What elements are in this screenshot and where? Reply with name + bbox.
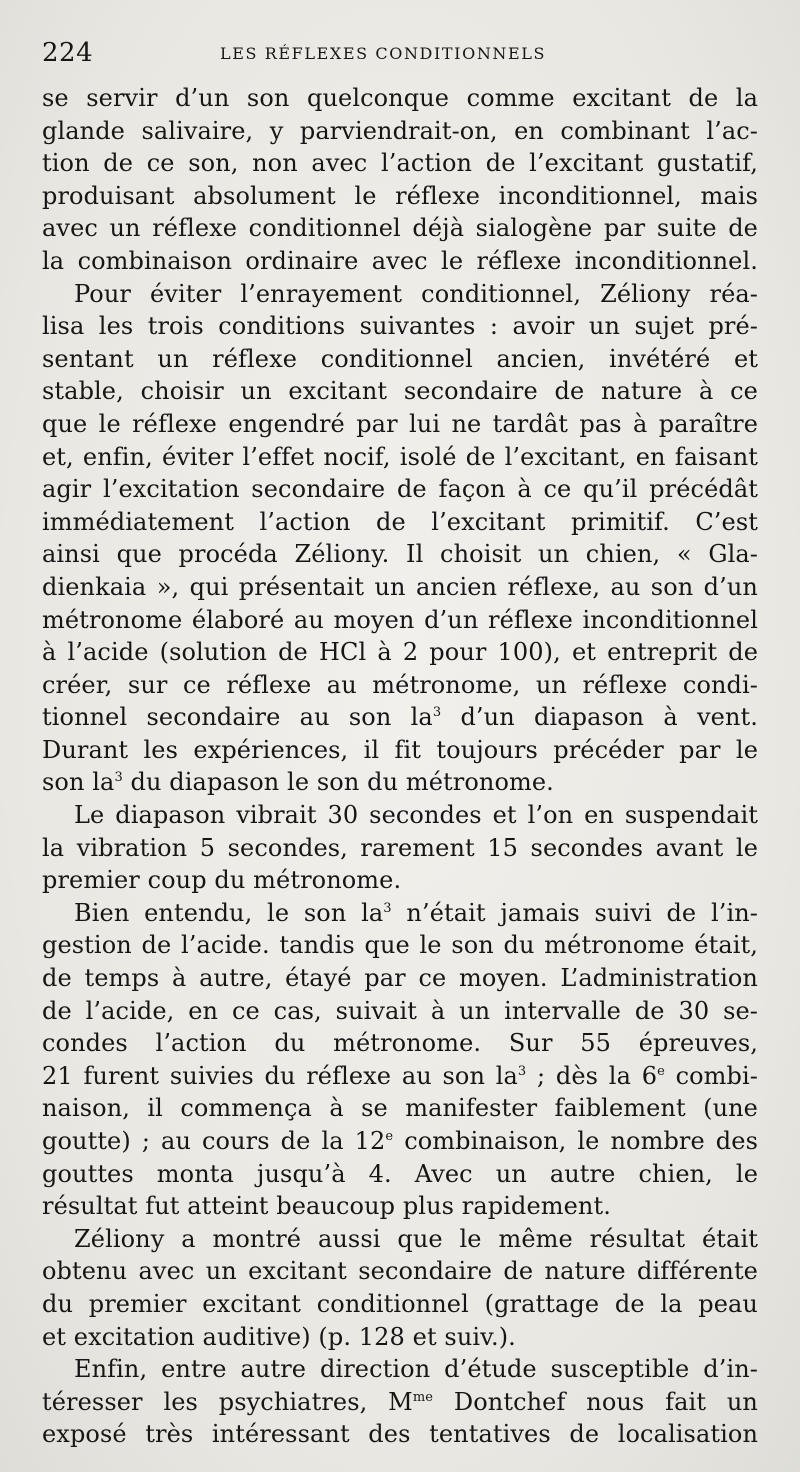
text-line: agir l’excitation secondaire de façon à ce qu’il précédât — [42, 475, 758, 504]
text-line: Pour éviter l’enrayement conditionnel, Zéliony réa- — [74, 279, 758, 308]
text-line: avec un réflexe conditionnel déjà sialogène par suite de — [42, 214, 758, 243]
text-line: ainsi que procéda Zéliony. Il choisit un chien, « Gla- — [42, 540, 758, 569]
text-line: immédiatement l’action de l’excitant primitif. C’est — [42, 507, 758, 536]
text-line: la combinaison ordinaire avec le réflexe inconditionnel. — [42, 246, 758, 275]
text-line: son $la^3$ du diapason le son du métronome. — [42, 768, 554, 797]
text-line: dienkaia », qui présentait un ancien réflexe, au son d’un — [42, 572, 758, 601]
text-line: 21 furent suivies du réflexe au son $la^3$ ; dès la 6e combi- — [42, 1061, 758, 1090]
text-line: Bien entendu, le son $la^3$ n’était jamais suivi de l’in- — [74, 898, 758, 927]
text-line: téresser les psychiatres, $M^{me}$ Dontchef nous fait un — [42, 1387, 758, 1416]
text-line: gouttes monta jusqu’à 4. Avec un autre chien, le — [42, 1159, 758, 1188]
text-line: tionnel secondaire au son $la^3$ d’un diapason à vent. — [42, 703, 758, 732]
superscript: me — [412, 1389, 434, 1405]
running-head: LES RÉFLEXES CONDITIONNELS — [220, 44, 547, 63]
text-line: obtenu avec un excitant secondaire de nature différente — [42, 1257, 758, 1286]
text-line: exposé très intéressant des tentatives de localisation — [42, 1420, 758, 1449]
text-line: résultat fut atteint beaucoup plus rapidement. — [42, 1192, 611, 1221]
text-line: de temps à autre, étayé par ce moyen. L’administration — [42, 964, 758, 993]
text-line: tion de ce son, non avec l’action de l’excitant gustatif, — [42, 149, 758, 178]
text-line: se servir d’un son quelconque comme excitant de la — [42, 84, 758, 112]
text-line: de l’acide, en ce cas, suivait à un intervalle de 30 se- — [42, 996, 758, 1025]
text-line: Enfin, entre autre direction d’étude susceptible d’in- — [74, 1355, 758, 1384]
text-line: Durant les expériences, il fit toujours précéder par le — [42, 735, 758, 764]
text-line: à l’acide (solution de HCl à 2 pour 100), et entreprit de — [42, 638, 758, 667]
text-line: gestion de l’acide. tandis que le son du métronome était, — [42, 931, 758, 960]
text-line: condes l’action du métronome. Sur 55 épreuves, — [42, 1029, 758, 1058]
text-line: et, enfin, éviter l’effet nocif, isolé de l’excitant, en faisant — [42, 442, 758, 471]
page-number: 224 — [42, 38, 94, 68]
text-line: goutte) ; au cours de la 12e combinaison, le nombre des — [42, 1127, 758, 1155]
text-line: naison, il commença à se manifester faiblement (une — [42, 1094, 758, 1123]
text-line: premier coup du métronome. — [42, 866, 402, 895]
text-line: que le réflexe engendré par lui ne tardât pas à paraître — [42, 409, 758, 438]
body-text — [42, 82, 758, 1451]
superscript: e — [657, 1063, 665, 1079]
text-line: créer, sur ce réflexe au métronome, un réflexe condi- — [42, 670, 758, 699]
text-line: glande salivaire, y parviendrait-on, en combinant l’ac- — [42, 116, 758, 145]
text-line: et excitation auditive) (p. 128 et suiv.). — [42, 1322, 516, 1351]
text-line: produisant absolument le réflexe inconditionnel, mais — [42, 181, 758, 210]
superscript: 3 — [517, 1063, 527, 1079]
text-line: du premier excitant conditionnel (grattage de la peau — [42, 1289, 758, 1318]
page-header — [42, 38, 757, 68]
text-line: métronome élaboré au moyen d’un réflexe inconditionnel — [42, 605, 758, 634]
superscript: 3 — [114, 770, 123, 786]
text-line: stable, choisir un excitant secondaire de nature à ce — [42, 377, 758, 406]
text-line: sentant un réflexe conditionnel ancien, invétéré et — [42, 344, 758, 373]
text-line: Le diapason vibrait 30 secondes et l’on en suspendait — [74, 801, 758, 830]
superscript: e — [385, 1129, 394, 1144]
text-line: la vibration 5 secondes, rarement 15 secondes avant le — [42, 833, 758, 862]
text-line: lisa les trois conditions suivantes : avoir un sujet pré- — [42, 312, 758, 341]
text-line: Zéliony a montré aussi que le même résultat était — [74, 1224, 758, 1253]
superscript: 3 — [432, 705, 442, 721]
superscript: 3 — [383, 900, 392, 916]
